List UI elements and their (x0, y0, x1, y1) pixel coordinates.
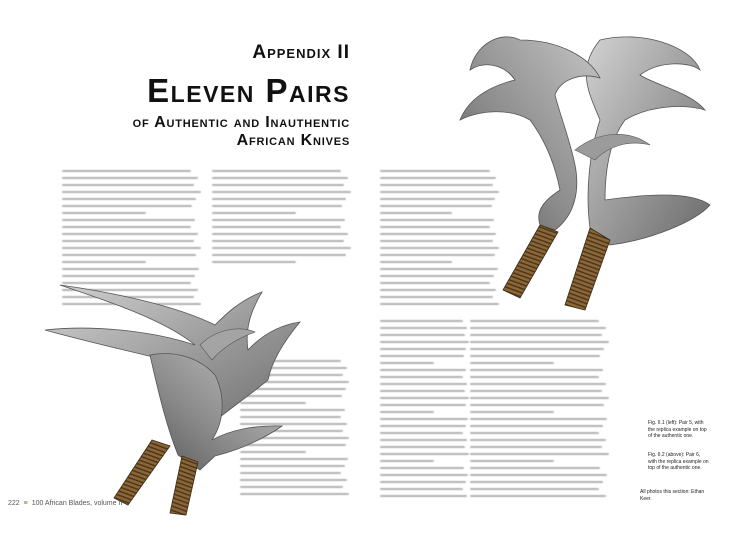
book-title: 100 African Blades, volume II (31, 500, 123, 507)
appendix-label: Appendix II (252, 42, 350, 63)
book-logo-icon: ≡ (23, 500, 28, 507)
knife-5-replica-handle (114, 440, 170, 505)
knife-pair-5 (45, 285, 300, 515)
knife-pair-6 (460, 37, 710, 310)
chapter-subtitle-line-2: African Knives (236, 132, 350, 149)
knife-6-authentic-handle (565, 228, 610, 310)
page-folio (8, 500, 122, 507)
knife-6-replica-handle (503, 225, 558, 298)
knife-6-replica-blade (460, 37, 600, 230)
chapter-subtitle-line-1: of Authentic and Inauthentic (132, 114, 350, 131)
figure-caption-2: Fig. II.2 (above): Pair 6, with the replica example on top of the authentic one. (648, 452, 709, 471)
page-number: 222 (8, 500, 20, 507)
knife-5-authentic-handle (170, 456, 198, 515)
chapter-title: Eleven Pairs (147, 72, 350, 109)
photo-credit: All photos this section: Ethan Keer. (640, 489, 705, 502)
figure-caption-1: Fig. II.1 (left): Pair 5, with the replica example on top of the authentic one. (648, 420, 707, 439)
